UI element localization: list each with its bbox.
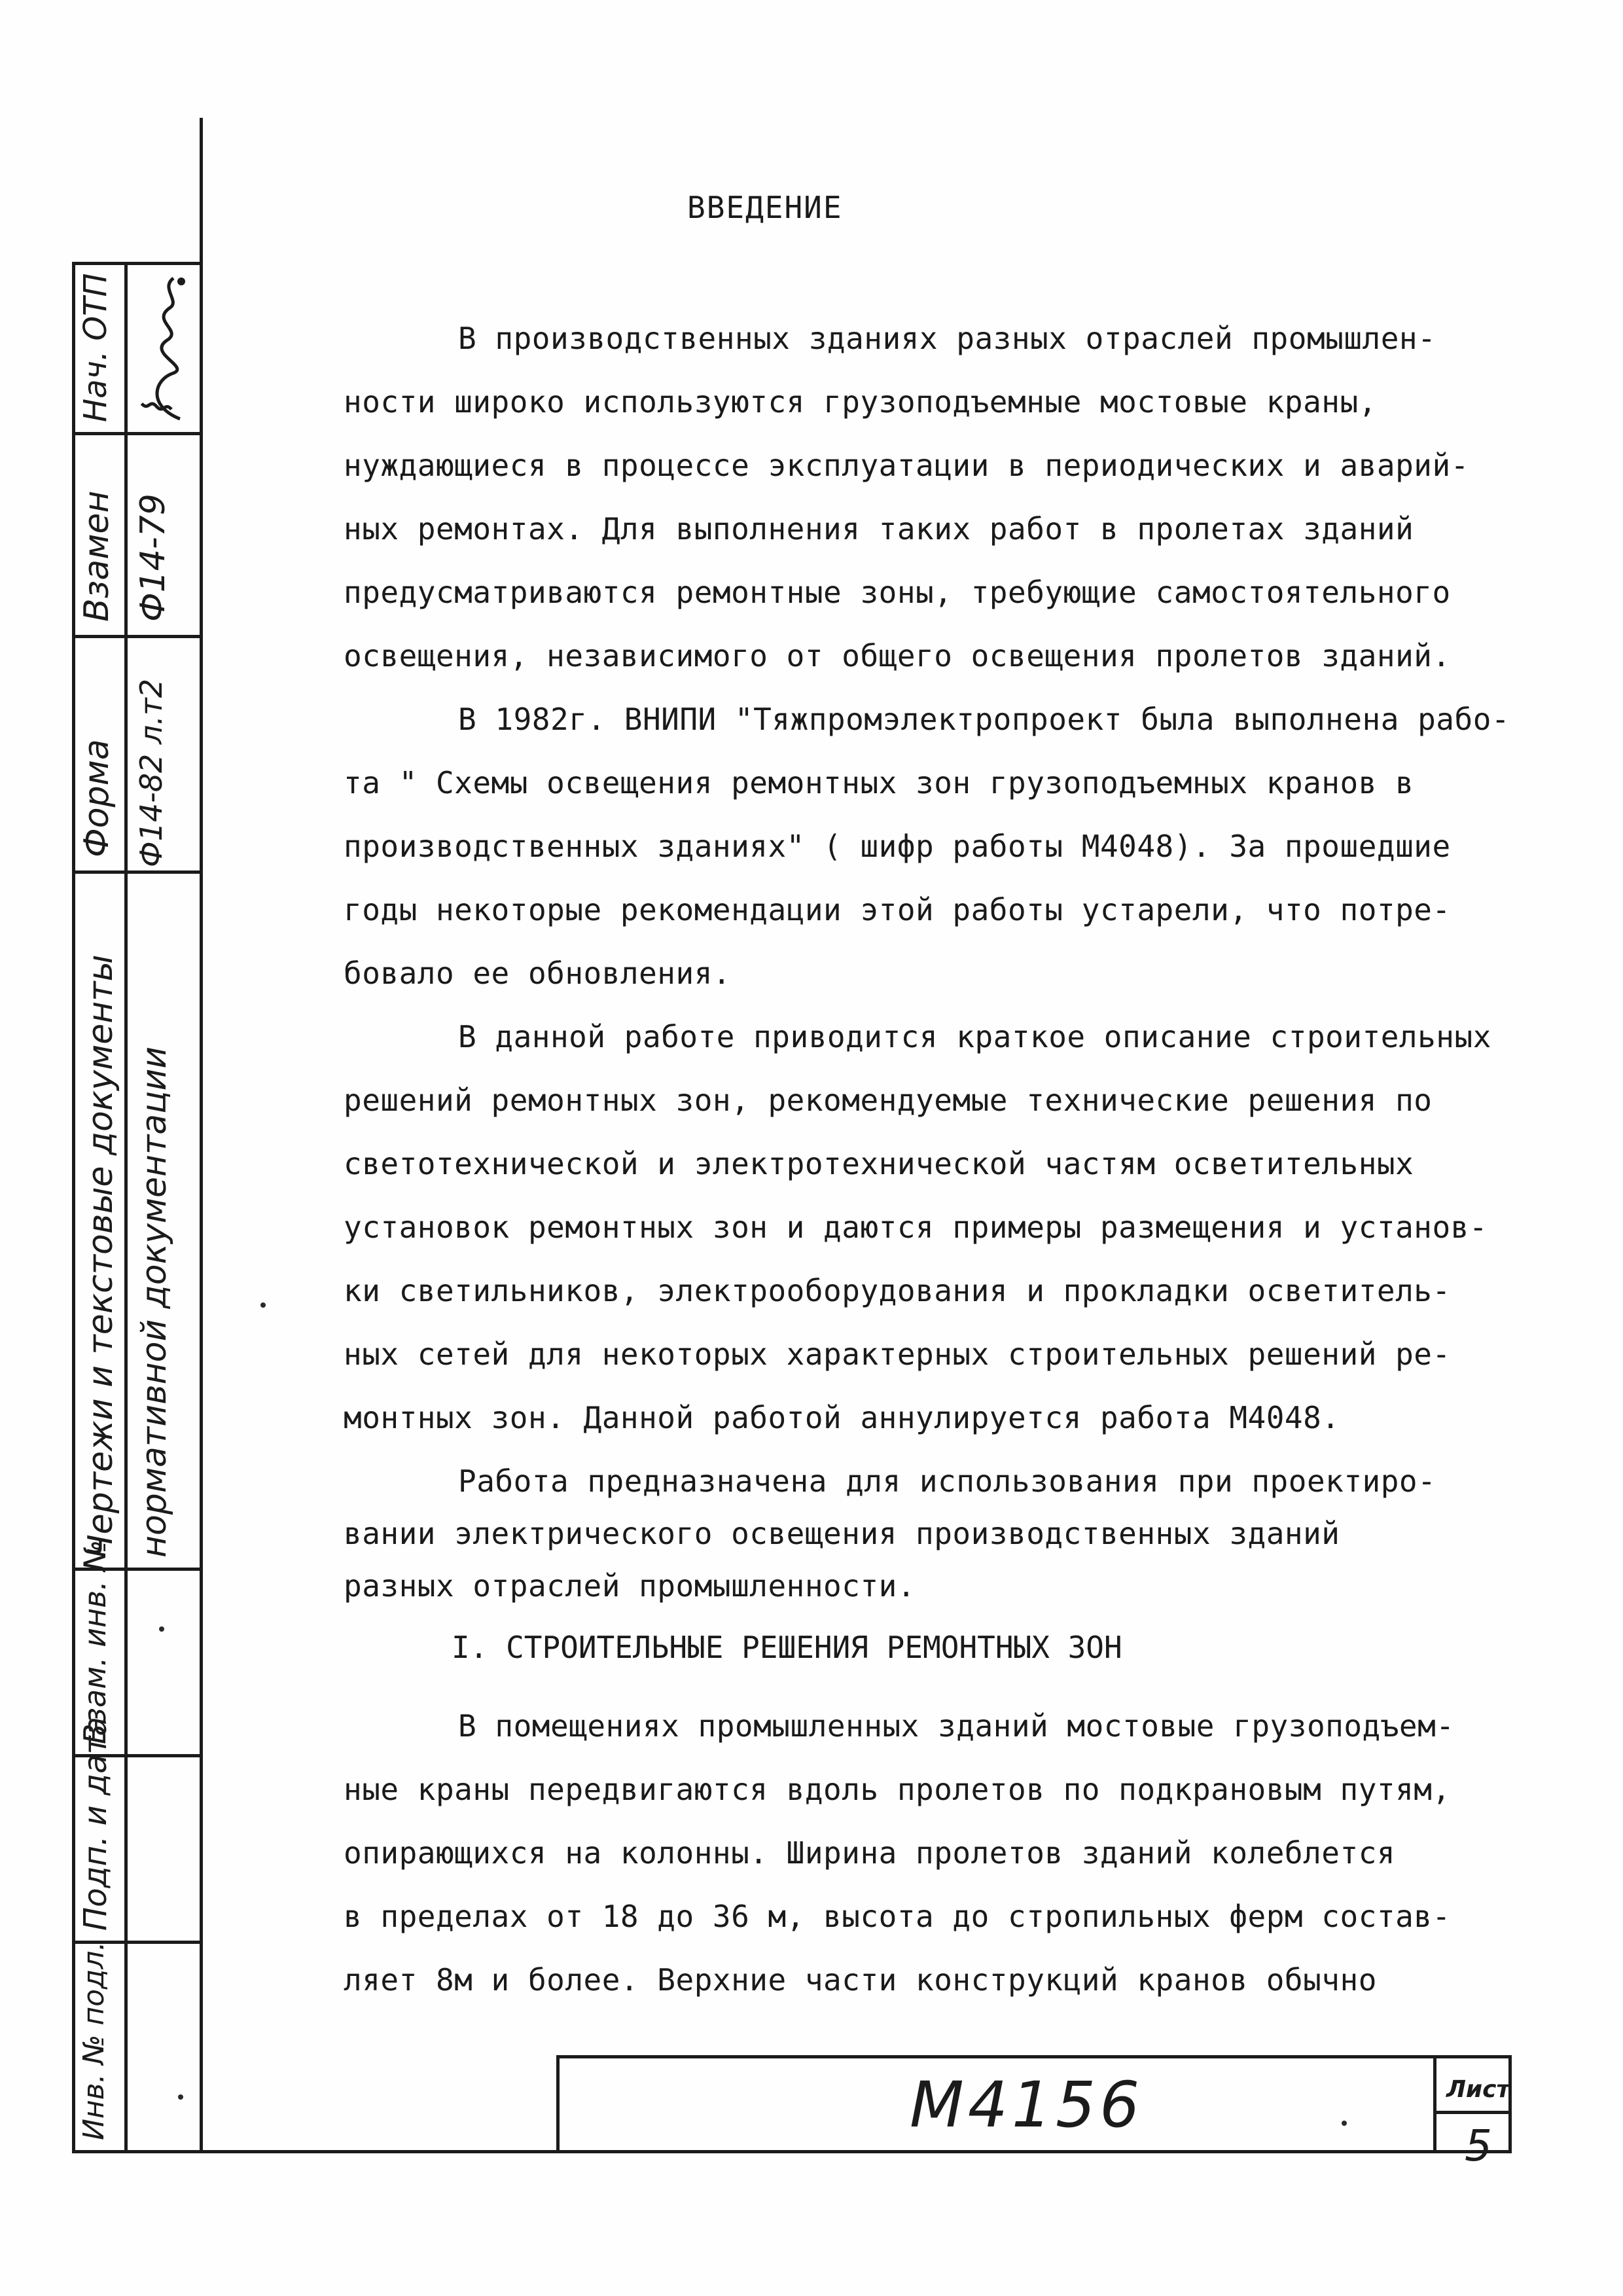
stamp-forma-value: Ф14-82 л.т2 [134,679,169,867]
title-block-left [556,2055,560,2153]
stamp-nach-otp: Нач. ОТП [77,273,114,422]
signature-mark [134,268,196,425]
stamp-border-outer [72,262,75,2153]
text-line: установок ремонтных зон и даются примеры размещения и установ- [344,1210,1488,1245]
text-line: опирающихся на колонны. Ширина пролетов зданий колеблется [344,1835,1396,1871]
stamp-divider [72,635,203,638]
stamp-signature: ⌇ [135,399,181,419]
title-block-top [560,2055,1512,2058]
scan-speck [1342,2121,1347,2126]
stamp-vzamen-value: Ф14-79 [134,493,173,622]
text-line: в пределах от 18 до 36 м, высота до стропильных ферм состав- [344,1899,1451,1934]
text-line: Работа предназначена для использования при проектиро- [458,1463,1436,1499]
text-line: разных отраслей промышленности. [344,1568,916,1604]
text-line: ляет 8м и более. Верхние части конструкций кранов обычно [344,1962,1377,1998]
section-heading: I. СТРОИТЕЛЬНЫЕ РЕШЕНИЯ РЕМОНТНЫХ ЗОН [452,1630,1122,1665]
text-line: ных ремонтах. Для выполнения таких работ в пролетах зданий [344,511,1414,547]
text-line: вании электрического освещения производственных зданий [344,1516,1340,1551]
text-line: светотехнической и электротехнической частям осветительных [344,1146,1414,1181]
text-line: решений ремонтных зон, рекомендуемые технические решения по [344,1083,1433,1118]
stamp-podp-data: Подп. и дата [77,1717,114,1931]
stamp-divider [72,432,203,435]
stamp-bottom-line [72,2150,1512,2153]
document-code: М4156 [910,2068,1144,2142]
title-block-right [1433,2055,1436,2153]
sheet-divider [1433,2111,1512,2114]
text-line: бовало ее обновления. [344,956,732,991]
stamp-inv-podl: Инв. № подл. [77,1941,111,2140]
text-line: предусматриваются ремонтные зоны, требующие самостоятельного [344,575,1451,610]
text-line: ные краны передвигаются вдоль пролетов по подкрановым путям, [344,1772,1451,1807]
stamp-border-middle [124,262,128,2153]
scan-speck [178,2094,183,2100]
stamp-forma: Форма [77,739,116,857]
text-line: В производственных зданиях разных отраслей промышлен- [458,321,1436,356]
sheet-label: Лист [1446,2076,1510,2103]
text-line: та " Схемы освещения ремонтных зон грузоподъемных кранов в [344,765,1414,800]
text-line: нуждающиеся в процессе эксплуатации в периодических и аварий- [344,448,1469,483]
stamp-divider [72,870,203,874]
stamp-title-line2: нормативной документации [135,1046,174,1558]
text-line: В помещениях промышленных зданий мостовые грузоподъем- [458,1708,1455,1744]
stamp-mark-dot [159,1626,164,1632]
text-line: ных сетей для некоторых характерных строительных решений ре- [344,1336,1451,1372]
text-line: производственных зданиях" ( шифр работы М4048). За прошедшие [344,829,1451,864]
text-line: освещения, независимого от общего освещения пролетов зданий. [344,638,1451,673]
stamp-vzam-inv: Взам. инв. № [77,1539,113,1744]
title-block-edge [1508,2055,1512,2153]
stamp-vzamen: Взамен [77,490,116,622]
sheet-number: 5 [1465,2121,1492,2171]
stamp-title-line1: Чертежи и текстовые документы [81,954,120,1558]
page-title: ВВЕДЕНИЕ [687,190,843,225]
text-line: ки светильников, электрооборудования и прокладки осветитель- [344,1273,1451,1308]
scan-speck [260,1302,266,1308]
stamp-divider [72,262,203,265]
text-line: В 1982г. ВНИПИ "Тяжпромэлектропроект была выполнена рабо- [458,702,1510,737]
text-line: годы некоторые рекомендации этой работы устарели, что потре- [344,892,1451,927]
text-line: монтных зон. Данной работой аннулируется работа М4048. [344,1400,1340,1435]
stamp-border-inner [200,118,203,2153]
text-line: ности широко используются грузоподъемные мостовые краны, [344,384,1377,420]
text-line: В данной работе приводится краткое описание строительных [458,1019,1491,1054]
